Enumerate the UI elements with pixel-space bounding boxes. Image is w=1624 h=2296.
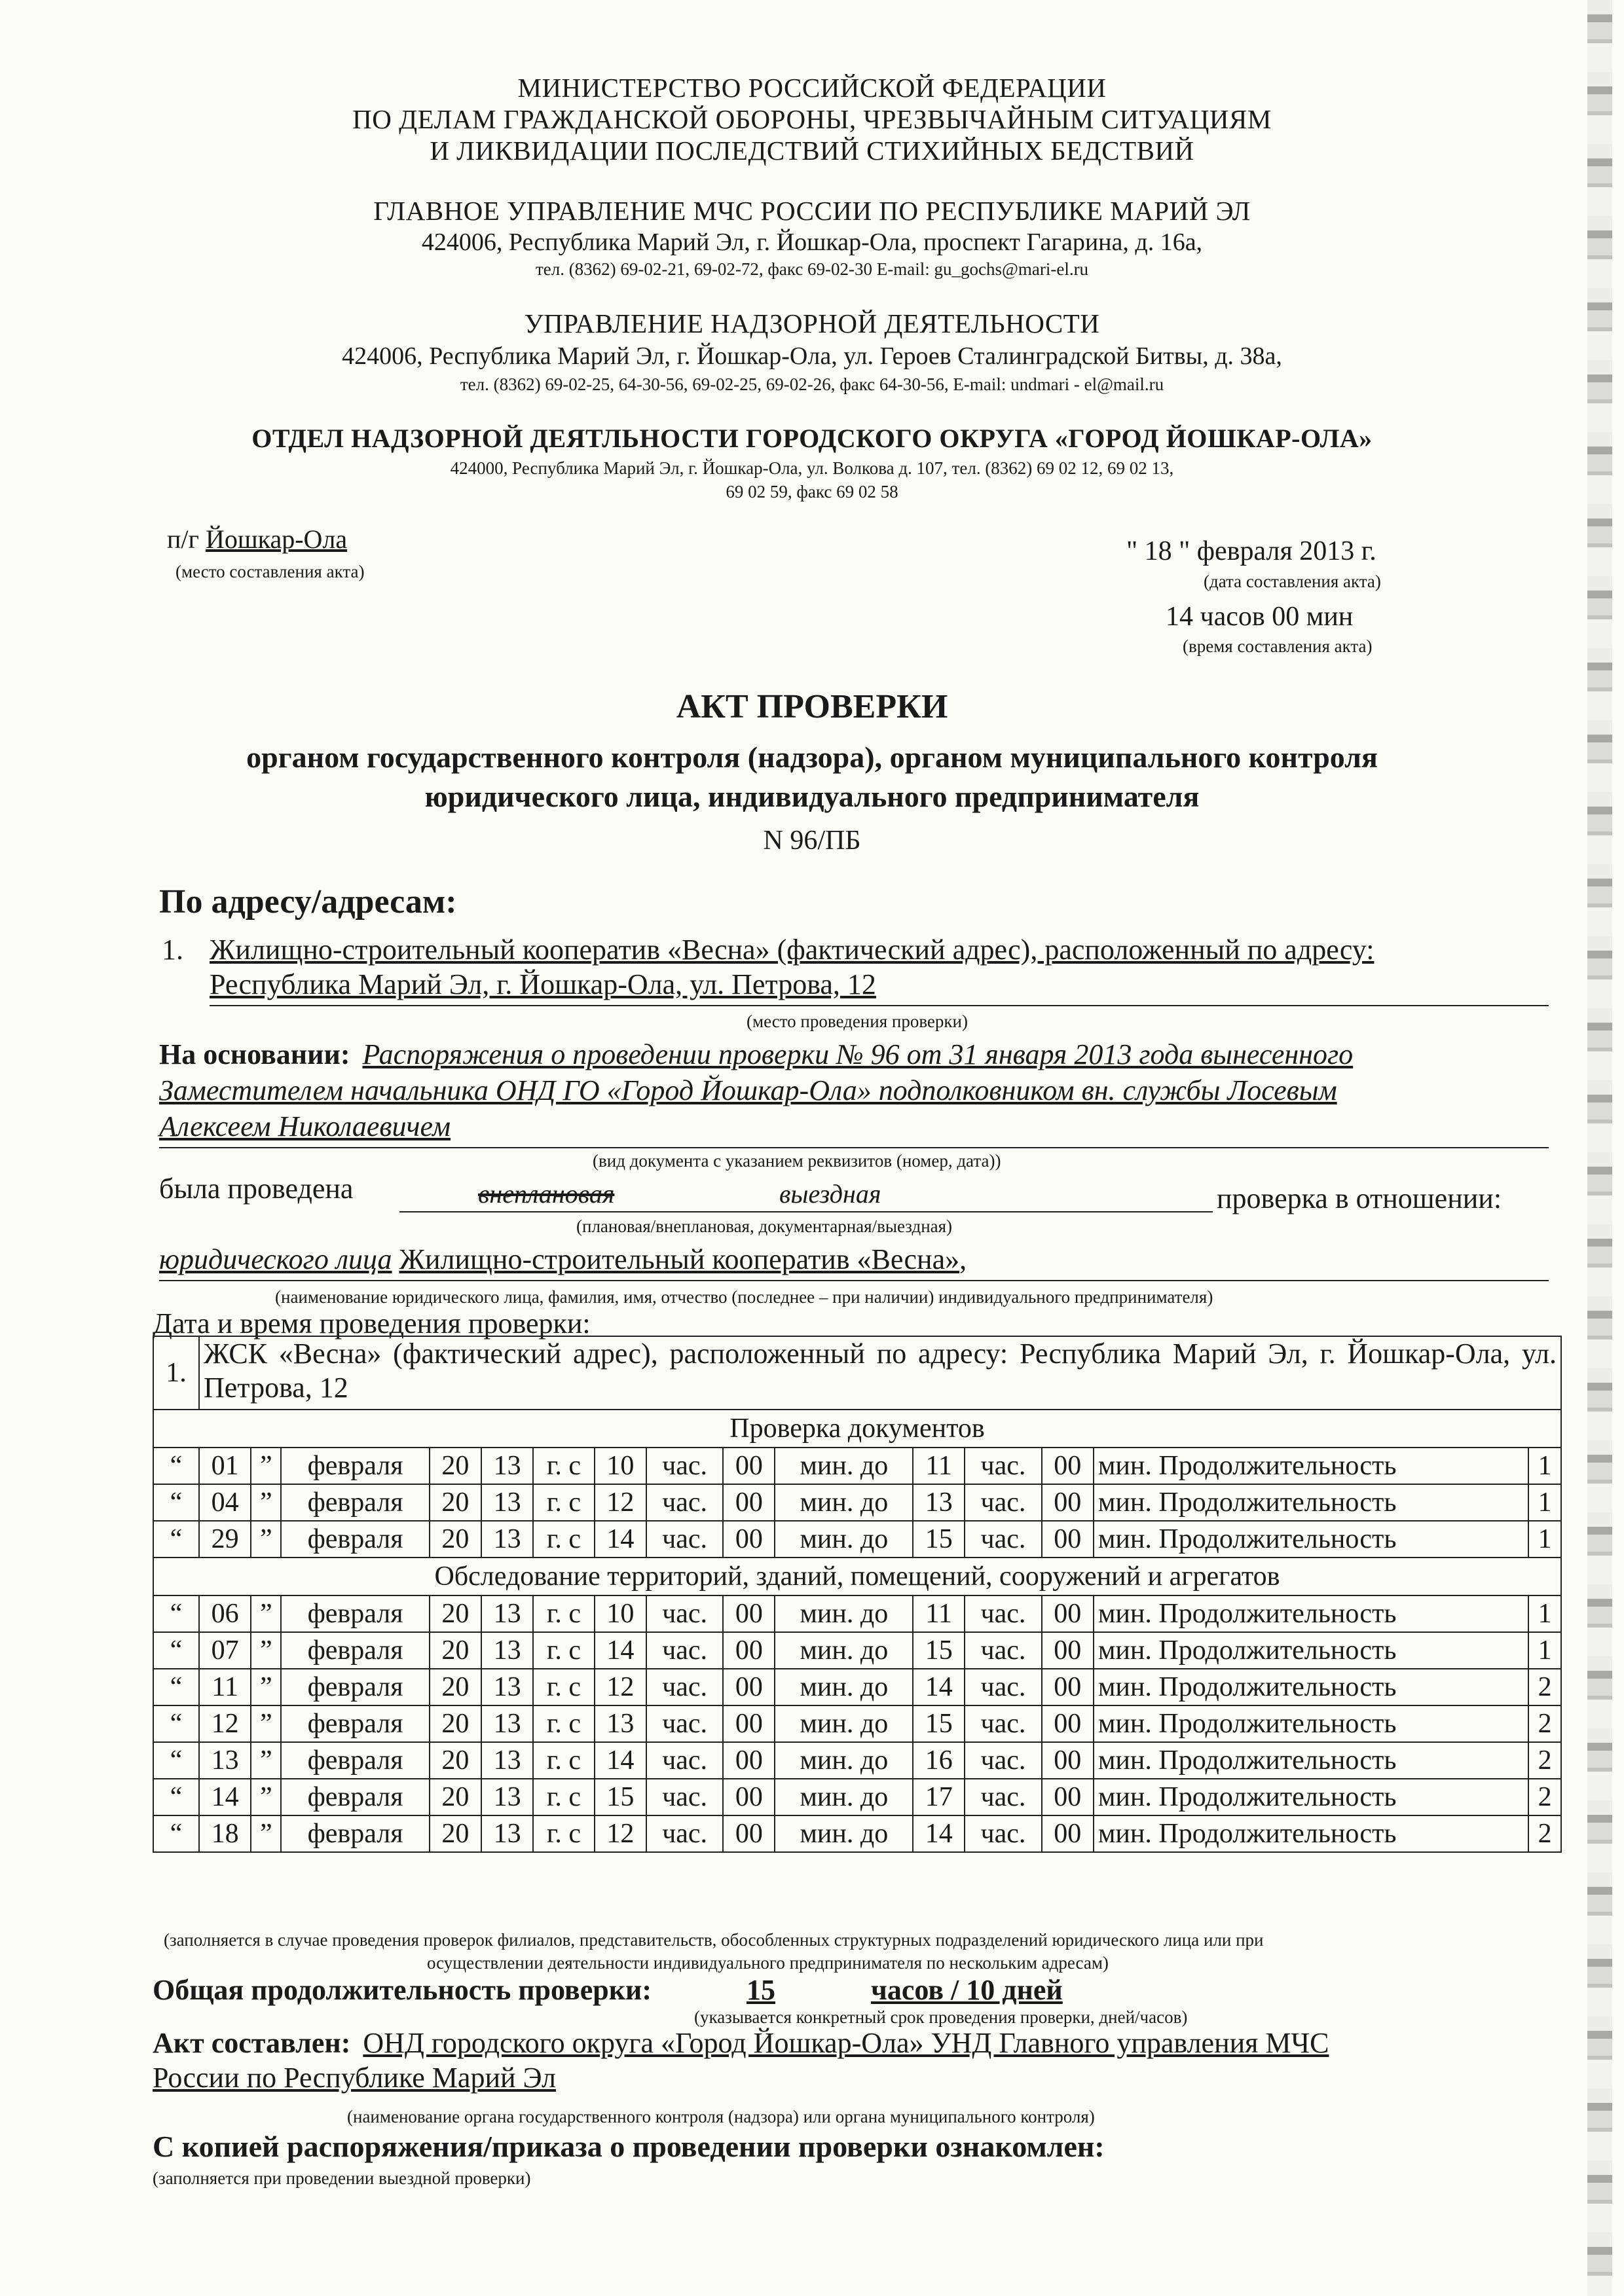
date-caption: (дата составления акта) bbox=[1204, 572, 1381, 591]
total-units: часов / 10 дней bbox=[871, 1974, 1063, 2006]
cell-month: февраля bbox=[281, 1448, 429, 1484]
composed-label: Акт составлен: bbox=[153, 2027, 351, 2059]
cell-duration: 1 bbox=[1528, 1448, 1561, 1484]
cell-end-hour: 13 bbox=[913, 1484, 965, 1521]
schedule-row bbox=[153, 1632, 1561, 1669]
cell-month: февраля bbox=[281, 1595, 429, 1632]
cell-from-label: г. с bbox=[533, 1779, 595, 1815]
cell-from-label: г. с bbox=[533, 1484, 595, 1521]
cell-start-hour: 14 bbox=[595, 1742, 646, 1779]
basis-label: На основании: bbox=[159, 1038, 350, 1070]
cell-duration: 2 bbox=[1528, 1742, 1561, 1779]
schedule-row bbox=[153, 1484, 1561, 1521]
cell-year-century: 20 bbox=[430, 1815, 481, 1852]
subject-caption: (наименование юридического лица, фамилия, имя, отчество (последнее – при наличии) индивидуального предпринимателя) bbox=[275, 1287, 1213, 1307]
total-caption: (указывается конкретный срок проведения проверки, дней/часов) bbox=[694, 2007, 1188, 2027]
cell-end-hour: 11 bbox=[913, 1448, 965, 1484]
cell-duration-label: мин. Продолжительность bbox=[1094, 1815, 1529, 1852]
cell-start-min: 00 bbox=[723, 1815, 775, 1852]
ond-address-1: 424000, Республика Марий Эл, г. Йошкар-Ола, ул. Волкова д. 107, тел. (8362) 69 02 12, 69 02 13, bbox=[450, 458, 1174, 478]
cell-end-min: 00 bbox=[1042, 1521, 1094, 1558]
cell-hour-label: час. bbox=[646, 1595, 723, 1632]
cell-year-suffix: 13 bbox=[481, 1742, 533, 1779]
cell-start-hour: 12 bbox=[595, 1669, 646, 1705]
cell-start-min: 00 bbox=[723, 1448, 775, 1484]
cell-end-min: 00 bbox=[1042, 1779, 1094, 1815]
schedule-row bbox=[153, 1779, 1561, 1815]
cell-duration-label: мин. Продолжительность bbox=[1094, 1595, 1529, 1632]
cell-hour-label-2: час. bbox=[965, 1595, 1041, 1632]
cell-open-quote: “ bbox=[153, 1595, 199, 1632]
cell-hour-label: час. bbox=[646, 1448, 723, 1484]
cell-close-quote: ” bbox=[251, 1632, 281, 1669]
cell-open-quote: “ bbox=[153, 1705, 199, 1742]
conducted-suffix: проверка в отношении: bbox=[1217, 1182, 1502, 1214]
cell-hour-label-2: час. bbox=[965, 1742, 1041, 1779]
act-time: 14 часов 00 мин bbox=[1166, 602, 1354, 632]
conducted-type-1: внеплановая bbox=[478, 1179, 615, 1209]
cell-to-label: мин. до bbox=[775, 1595, 913, 1632]
cell-hour-label: час. bbox=[646, 1815, 723, 1852]
cell-duration-label: мин. Продолжительность bbox=[1094, 1742, 1529, 1779]
address-line-1: Жилищно-строительный кооператив «Весна» (фактический адрес), расположенный по адресу: bbox=[210, 934, 1375, 966]
cell-end-hour: 11 bbox=[913, 1595, 965, 1632]
cell-start-hour: 13 bbox=[595, 1705, 646, 1742]
ond-title: ОТДЕЛ НАДЗОРНОЙ ДЕЯТЛЬНОСТИ ГОРОДСКОГО ОКРУГА «ГОРОД ЙОШКАР-ОЛА» bbox=[251, 424, 1373, 453]
cell-month: февраля bbox=[281, 1521, 429, 1558]
cell-close-quote: ” bbox=[251, 1705, 281, 1742]
schedule-row bbox=[153, 1669, 1561, 1705]
total-hours: 15 bbox=[747, 1974, 775, 2006]
cell-hour-label: час. bbox=[646, 1779, 723, 1815]
section-documents bbox=[153, 1410, 1561, 1448]
cell-year-suffix: 13 bbox=[481, 1815, 533, 1852]
cell-year-suffix: 13 bbox=[481, 1632, 533, 1669]
cell-open-quote: “ bbox=[153, 1742, 199, 1779]
cell-year-suffix: 13 bbox=[481, 1595, 533, 1632]
act-number: N 96/ПБ bbox=[763, 826, 861, 856]
cell-year-suffix: 13 bbox=[481, 1669, 533, 1705]
cell-end-hour: 14 bbox=[913, 1815, 965, 1852]
schedule-row bbox=[153, 1521, 1561, 1558]
subject-type: юридического лица bbox=[159, 1243, 392, 1275]
cell-duration: 1 bbox=[1528, 1632, 1561, 1669]
cell-month: февраля bbox=[281, 1632, 429, 1669]
cell-from-label: г. с bbox=[533, 1669, 595, 1705]
cell-year-suffix: 13 bbox=[481, 1521, 533, 1558]
cell-close-quote: ” bbox=[251, 1595, 281, 1632]
cell-month: февраля bbox=[281, 1669, 429, 1705]
address-caption: (место проведения проверки) bbox=[747, 1011, 968, 1031]
cell-year-century: 20 bbox=[430, 1705, 481, 1742]
subject-rule bbox=[159, 1280, 1549, 1281]
cell-duration: 1 bbox=[1528, 1521, 1561, 1558]
cell-end-min: 00 bbox=[1042, 1669, 1094, 1705]
cell-end-min: 00 bbox=[1042, 1815, 1094, 1852]
cell-from-label: г. с bbox=[533, 1705, 595, 1742]
cell-to-label: мин. до bbox=[775, 1705, 913, 1742]
cell-hour-label: час. bbox=[646, 1705, 723, 1742]
copy-label: С копией распоряжения/приказа о проведении проверки ознакомлен: bbox=[153, 2130, 1105, 2163]
cell-day: 01 bbox=[199, 1448, 251, 1484]
basis-line-3: Алексеем Николаевичем bbox=[159, 1110, 451, 1142]
cell-end-hour: 15 bbox=[913, 1705, 965, 1742]
cell-year-suffix: 13 bbox=[481, 1705, 533, 1742]
schedule-row bbox=[153, 1595, 1561, 1632]
cell-duration: 1 bbox=[1528, 1484, 1561, 1521]
cell-to-label: мин. до bbox=[775, 1669, 913, 1705]
cell-hour-label-2: час. bbox=[965, 1521, 1041, 1558]
subject-name: Жилищно-строительный кооператив «Весна» bbox=[399, 1243, 960, 1275]
cell-hour-label-2: час. bbox=[965, 1815, 1041, 1852]
cell-to-label: мин. до bbox=[775, 1779, 913, 1815]
cell-duration: 2 bbox=[1528, 1705, 1561, 1742]
schedule-note-2: осуществлении деятельности индивидуального предпринимателя по нескольким адресам) bbox=[427, 1953, 1109, 1973]
conducted-rule bbox=[399, 1211, 1213, 1212]
schedule-heading: Дата и время проведения проверки: bbox=[153, 1307, 591, 1339]
schedule-row bbox=[153, 1815, 1561, 1852]
cell-day: 14 bbox=[199, 1779, 251, 1815]
cell-to-label: мин. до bbox=[775, 1742, 913, 1779]
cell-duration-label: мин. Продолжительность bbox=[1094, 1669, 1529, 1705]
cell-hour-label-2: час. bbox=[965, 1779, 1041, 1815]
cell-start-min: 00 bbox=[723, 1669, 775, 1705]
schedule-row bbox=[153, 1705, 1561, 1742]
cell-close-quote: ” bbox=[251, 1742, 281, 1779]
ministry-line-3: И ЛИКВИДАЦИИ ПОСЛЕДСТВИЙ СТИХИЙНЫХ БЕДСТВИЙ bbox=[430, 136, 1194, 166]
cell-month: февраля bbox=[281, 1742, 429, 1779]
cell-day: 11 bbox=[199, 1669, 251, 1705]
cell-close-quote: ” bbox=[251, 1448, 281, 1484]
ond-address-2: 69 02 59, факс 69 02 58 bbox=[726, 482, 898, 501]
cell-day: 07 bbox=[199, 1632, 251, 1669]
cell-duration: 2 bbox=[1528, 1669, 1561, 1705]
basis-rule bbox=[159, 1147, 1549, 1148]
cell-start-hour: 10 bbox=[595, 1595, 646, 1632]
cell-to-label: мин. до bbox=[775, 1448, 913, 1484]
conducted-type-2: выездная bbox=[779, 1179, 881, 1209]
cell-open-quote: “ bbox=[153, 1484, 199, 1521]
cell-start-min: 00 bbox=[723, 1632, 775, 1669]
address-rule bbox=[210, 1005, 1549, 1006]
cell-end-hour: 14 bbox=[913, 1669, 965, 1705]
cell-duration-label: мин. Продолжительность bbox=[1094, 1484, 1529, 1521]
act-subtitle-1: органом государственного контроля (надзора), органом муниципального контроля bbox=[246, 740, 1378, 774]
cell-end-hour: 16 bbox=[913, 1742, 965, 1779]
cell-year-century: 20 bbox=[430, 1632, 481, 1669]
cell-end-hour: 15 bbox=[913, 1521, 965, 1558]
cell-hour-label: час. bbox=[646, 1669, 723, 1705]
cell-month: февраля bbox=[281, 1484, 429, 1521]
act-date: " 18 " февраля 2013 г. bbox=[1126, 536, 1376, 566]
und-address: 424006, Республика Марий Эл, г. Йошкар-Ола, ул. Героев Сталинградской Битвы, д. 38а, bbox=[342, 342, 1282, 370]
cell-year-suffix: 13 bbox=[481, 1779, 533, 1815]
cell-hour-label: час. bbox=[646, 1521, 723, 1558]
cell-year-century: 20 bbox=[430, 1779, 481, 1815]
cell-close-quote: ” bbox=[251, 1669, 281, 1705]
cell-start-min: 00 bbox=[723, 1595, 775, 1632]
cell-start-min: 00 bbox=[723, 1742, 775, 1779]
composed-block bbox=[153, 2026, 1329, 2060]
cell-day: 13 bbox=[199, 1742, 251, 1779]
cell-day: 12 bbox=[199, 1705, 251, 1742]
place-prefix: п/г bbox=[167, 524, 199, 554]
composed-caption: (наименование органа государственного контроля (надзора) или органа муниципального контроля) bbox=[347, 2107, 1095, 2126]
basis-line-2: Заместителем начальника ОНД ГО «Город Йошкар-Ола» подполковником вн. службы Лосевым bbox=[159, 1074, 1337, 1106]
cell-day: 18 bbox=[199, 1815, 251, 1852]
cell-duration: 2 bbox=[1528, 1815, 1561, 1852]
place-value: Йошкар-Ола bbox=[205, 524, 348, 554]
cell-end-hour: 17 bbox=[913, 1779, 965, 1815]
cell-year-century: 20 bbox=[430, 1448, 481, 1484]
cell-end-min: 00 bbox=[1042, 1595, 1094, 1632]
cell-start-hour: 14 bbox=[595, 1521, 646, 1558]
total-label: Общая продолжительность проверки: bbox=[153, 1974, 652, 2006]
cell-day: 04 bbox=[199, 1484, 251, 1521]
gu-address: 424006, Республика Марий Эл, г. Йошкар-Ола, проспект Гагарина, д. 16а, bbox=[421, 228, 1203, 256]
cell-end-min: 00 bbox=[1042, 1705, 1094, 1742]
schedule-row bbox=[153, 1448, 1561, 1484]
address-num: 1. bbox=[162, 934, 183, 966]
schedule-object-row bbox=[153, 1336, 1561, 1410]
section-inspection bbox=[153, 1558, 1561, 1595]
cell-month: февраля bbox=[281, 1705, 429, 1742]
cell-to-label: мин. до bbox=[775, 1632, 913, 1669]
cell-year-suffix: 13 bbox=[481, 1448, 533, 1484]
cell-end-min: 00 bbox=[1042, 1448, 1094, 1484]
cell-open-quote: “ bbox=[153, 1669, 199, 1705]
cell-duration-label: мин. Продолжительность bbox=[1094, 1521, 1529, 1558]
cell-close-quote: ” bbox=[251, 1521, 281, 1558]
cell-end-hour: 15 bbox=[913, 1632, 965, 1669]
cell-open-quote: “ bbox=[153, 1779, 199, 1815]
schedule-table bbox=[153, 1336, 1562, 1853]
und-contacts: тел. (8362) 69-02-25, 64-30-56, 69-02-25, 69-02-26, факс 64-30-56, E-mail: undmari - el@mail.ru bbox=[460, 374, 1164, 394]
section-documents-cell: Проверка документов bbox=[153, 1410, 1561, 1448]
conducted-caption: (плановая/внеплановая, документарная/выездная) bbox=[576, 1216, 953, 1236]
time-caption: (время составления акта) bbox=[1183, 636, 1373, 656]
cell-from-label: г. с bbox=[533, 1815, 595, 1852]
cell-to-label: мин. до bbox=[775, 1521, 913, 1558]
cell-open-quote: “ bbox=[153, 1815, 199, 1852]
cell-duration-label: мин. Продолжительность bbox=[1094, 1448, 1529, 1484]
cell-from-label: г. с bbox=[533, 1521, 595, 1558]
cell-start-hour: 15 bbox=[595, 1779, 646, 1815]
cell-end-min: 00 bbox=[1042, 1742, 1094, 1779]
basis-caption: (вид документа с указанием реквизитов (номер, дата)) bbox=[593, 1151, 1001, 1171]
cell-hour-label-2: час. bbox=[965, 1484, 1041, 1521]
cell-year-suffix: 13 bbox=[481, 1484, 533, 1521]
cell-hour-label-2: час. bbox=[965, 1705, 1041, 1742]
object-text: ЖСК «Весна» (фактический адрес), расположенный по адресу: Республика Марий Эл, г. Йошкар-Ола, ул. Петрова, 12 bbox=[199, 1336, 1561, 1410]
cell-start-hour: 14 bbox=[595, 1632, 646, 1669]
schedule-note-1: (заполняется в случае проведения проверок филиалов, представительств, обособленных структурных подразделений юридического лица или при bbox=[164, 1930, 1264, 1950]
cell-hour-label-2: час. bbox=[965, 1448, 1041, 1484]
cell-to-label: мин. до bbox=[775, 1815, 913, 1852]
cell-hour-label-2: час. bbox=[965, 1632, 1041, 1669]
cell-start-hour: 12 bbox=[595, 1815, 646, 1852]
address-heading: По адресу/адресам: bbox=[159, 883, 457, 920]
address-line-2: Республика Марий Эл, г. Йошкар-Ола, ул. Петрова, 12 bbox=[210, 968, 876, 1000]
cell-hour-label: час. bbox=[646, 1632, 723, 1669]
conducted-label: была проведена bbox=[159, 1173, 354, 1205]
cell-open-quote: “ bbox=[153, 1632, 199, 1669]
subject-line: юридического лица Жилищно-строительный кооператив «Весна», bbox=[159, 1243, 967, 1275]
act-subtitle-2: юридического лица, индивидуального предпринимателя bbox=[424, 780, 1200, 813]
place-line bbox=[167, 524, 347, 555]
cell-close-quote: ” bbox=[251, 1484, 281, 1521]
cell-day: 29 bbox=[199, 1521, 251, 1558]
composed-line-2: России по Республике Марий Эл bbox=[153, 2062, 556, 2094]
section-inspection-cell: Обследование территорий, зданий, помещений, сооружений и агрегатов bbox=[153, 1558, 1561, 1595]
place-caption: (место составления акта) bbox=[175, 562, 365, 581]
cell-open-quote: “ bbox=[153, 1521, 199, 1558]
cell-from-label: г. с bbox=[533, 1632, 595, 1669]
cell-end-min: 00 bbox=[1042, 1484, 1094, 1521]
cell-start-hour: 10 bbox=[595, 1448, 646, 1484]
cell-start-min: 00 bbox=[723, 1705, 775, 1742]
basis-block bbox=[159, 1038, 1353, 1071]
object-num: 1. bbox=[153, 1336, 199, 1410]
und-title: УПРАВЛЕНИЕ НАДЗОРНОЙ ДЕЯТЕЛЬНОСТИ bbox=[524, 308, 1100, 338]
cell-open-quote: “ bbox=[153, 1448, 199, 1484]
cell-year-century: 20 bbox=[430, 1595, 481, 1632]
cell-close-quote: ” bbox=[251, 1815, 281, 1852]
cell-month: февраля bbox=[281, 1815, 429, 1852]
cell-duration-label: мин. Продолжительность bbox=[1094, 1779, 1529, 1815]
ministry-line-1: МИНИСТЕРСТВО РОССИЙСКОЙ ФЕДЕРАЦИИ bbox=[517, 73, 1107, 103]
cell-to-label: мин. до bbox=[775, 1484, 913, 1521]
cell-year-century: 20 bbox=[430, 1742, 481, 1779]
cell-duration: 1 bbox=[1528, 1595, 1561, 1632]
gu-title: ГЛАВНОЕ УПРАВЛЕНИЕ МЧС РОССИИ ПО РЕСПУБЛИКЕ МАРИЙ ЭЛ bbox=[373, 196, 1251, 226]
cell-year-century: 20 bbox=[430, 1521, 481, 1558]
cell-hour-label: час. bbox=[646, 1742, 723, 1779]
composed-line-1: ОНД городского округа «Город Йошкар-Ола» УНД Главного управления МЧС bbox=[363, 2027, 1329, 2059]
cell-start-min: 00 bbox=[723, 1484, 775, 1521]
copy-caption: (заполняется при проведении выездной проверки) bbox=[153, 2168, 531, 2188]
cell-end-min: 00 bbox=[1042, 1632, 1094, 1669]
basis-line-1: Распоряжения о проведении проверки № 96 от 31 января 2013 года вынесенного bbox=[362, 1038, 1354, 1070]
cell-from-label: г. с bbox=[533, 1595, 595, 1632]
cell-from-label: г. с bbox=[533, 1448, 595, 1484]
cell-close-quote: ” bbox=[251, 1779, 281, 1815]
gu-contacts: тел. (8362) 69-02-21, 69-02-72, факс 69-02-30 E-mail: gu_gochs@mari-el.ru bbox=[535, 259, 1089, 279]
cell-from-label: г. с bbox=[533, 1742, 595, 1779]
schedule-row bbox=[153, 1742, 1561, 1779]
cell-year-century: 20 bbox=[430, 1484, 481, 1521]
cell-duration: 2 bbox=[1528, 1779, 1561, 1815]
act-title: АКТ ПРОВЕРКИ bbox=[676, 688, 948, 725]
cell-day: 06 bbox=[199, 1595, 251, 1632]
cell-hour-label-2: час. bbox=[965, 1669, 1041, 1705]
cell-year-century: 20 bbox=[430, 1669, 481, 1705]
ministry-line-2: ПО ДЕЛАМ ГРАЖДАНСКОЙ ОБОРОНЫ, ЧРЕЗВЫЧАЙНЫМ СИТУАЦИЯМ bbox=[352, 104, 1272, 134]
cell-month: февраля bbox=[281, 1779, 429, 1815]
cell-hour-label: час. bbox=[646, 1484, 723, 1521]
cell-duration-label: мин. Продолжительность bbox=[1094, 1632, 1529, 1669]
cell-start-min: 00 bbox=[723, 1779, 775, 1815]
cell-start-hour: 12 bbox=[595, 1484, 646, 1521]
cell-start-min: 00 bbox=[723, 1521, 775, 1558]
cell-duration-label: мин. Продолжительность bbox=[1094, 1705, 1529, 1742]
